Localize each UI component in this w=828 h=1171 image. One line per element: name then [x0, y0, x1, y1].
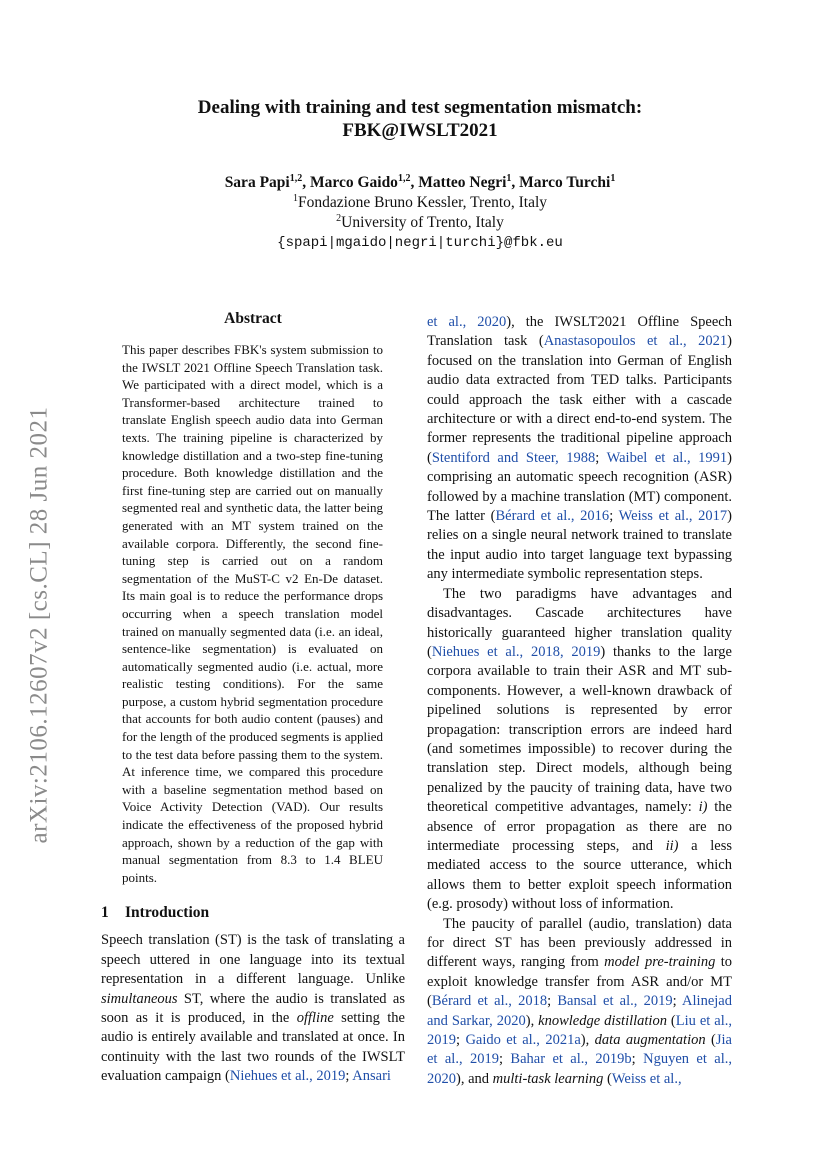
- paragraph: et al., 2020), the IWSLT2021 Offline Speech Translation task (Anastasopoulos et al., 2021) focused on the translation into German of English audio data extracted from TED talks. Participants could approach the task either with a cascade architecture or with a direct end-to-end system. The former represents the traditional pipeline approach (Stentiford and Steer, 1988; Waibel et al., 1991) comprising an automatic speech recognition (ASR) followed by a machine translation (MT) component. The latter (Bérard et al., 2016; Weiss et al., 2017) relies on a single neural network trained to translate the input audio into target language text bypassing any intermediate symbolic representation steps.: [427, 314, 732, 583]
- author-name: Marco Turchi: [519, 174, 611, 191]
- author-affiliation-mark: 1,2: [397, 172, 411, 184]
- paragraph: Speech translation (ST) is the task of translating a speech uttered in one language into its textual representation in a different language. Unlike simultaneous ST, where the audio is translated as soon as it is produced, in the offline setting the audio is entirely available and translated at once. In continuity with the last two rounds of the IWSLT evaluation campaign (Niehues et al., 2019; Ansari: [101, 932, 405, 1085]
- citation-link[interactable]: Waibel et al., 1991: [606, 449, 728, 466]
- author-name: Matteo Negri: [418, 174, 507, 191]
- citation-link[interactable]: Stentiford and Steer, 1988: [431, 449, 596, 466]
- citation-link[interactable]: Niehues et al., 2018, 2019: [431, 643, 601, 660]
- section-heading-introduction: [101, 904, 405, 922]
- citation-link[interactable]: Alinejad and Sarkar, 2020: [427, 993, 732, 1029]
- citation-link[interactable]: Bérard et al., 2018: [431, 993, 548, 1010]
- paper-title: [110, 96, 730, 142]
- abstract-text: This paper describes FBK's system submission to the IWSLT 2021 Offline Speech Translation task. We participated with a direct model, which is a Transformer-based architecture trained to translate English speech audio data into German texts. The training pipeline is characterized by knowledge distillation and a two-step fine-tuning procedure. Both knowledge distillation and the first fine-tuning step are carried out on manually segmented real and synthetic data, the latter being generated with an MT system trained on the available corpora. Differently, the second fine-tuning step is carried out on a random segmentation of the MuST-C v2 En-De dataset. Its main goal is to reduce the performance drops occurring when a speech translation model trained on manually segmented data (i.e. an ideal, sentence-like segmentation) is evaluated on automatically segmented audio (i.e. actual, more realistic testing conditions). For the same purpose, a custom hybrid segmentation procedure that accounts for both audio content (pauses) and for the length of the produced segments is applied to the test data before passing them to the system. At inference time, we compared this procedure with a baseline segmentation method based on Voice Activity Detection (VAD). Our results indicate the effectiveness of the proposed hybrid approach, shown by a reduction of the gap with manual segmentation from 8.3 to 1.4 BLEU points.: [122, 342, 383, 885]
- citation-link[interactable]: Nguyen et al., 2020: [427, 1051, 732, 1087]
- citation-link[interactable]: Bansal et al., 2019: [557, 993, 673, 1010]
- citation-link[interactable]: Jia et al., 2019: [427, 1032, 732, 1068]
- intro-body-left: [101, 931, 405, 1086]
- author-emails: {spapi|mgaido|negri|turchi}@fbk.eu: [277, 235, 563, 251]
- citation-link[interactable]: Anastasopoulos et al., 2021: [543, 333, 728, 350]
- citation-link[interactable]: Weiss et al., 2017: [618, 508, 728, 525]
- intro-body-right: [427, 313, 732, 1089]
- paragraph: The two paradigms have advantages and disadvantages. Cascade architectures have historically guaranteed higher translation quality (Niehues et al., 2018, 2019) thanks to the large corpora available to train their ASR and MT sub-components. However, a well-known drawback of pipelined solutions is represented by error propagation: transcription errors are indeed hard (and sometimes impossible) to recover during the translation step. Direct models, although being penalized by the paucity of training data, have two theoretical competitive advantages, namely: i) the absence of error propagation as there are no intermediate processing steps, and ii) a less mediated access to the source utterance, which allows them to better exploit speech information (e.g. prosody) without loss of information.: [427, 585, 732, 913]
- arxiv-identifier[interactable]: arXiv:2106.12607v2 [cs.CL] 28 Jun 2021: [26, 406, 53, 844]
- author-affiliation-mark: 1: [610, 172, 616, 184]
- citation-link[interactable]: Gaido et al., 2021a: [465, 1032, 581, 1049]
- title-line-1: Dealing with training and test segmentation mismatch:: [197, 97, 643, 118]
- author-affiliation-mark: 1,2: [289, 172, 303, 184]
- section-number: 1: [101, 904, 109, 922]
- title-line-2: FBK@IWSLT2021: [342, 120, 498, 141]
- left-column: [101, 310, 405, 1087]
- author-block: [110, 173, 730, 253]
- paragraph: The paucity of parallel (audio, translation) data for direct ST has been previously addressed in different ways, ranging from model pre-training to exploit knowledge transfer from ASR and/or MT (Bérard et al., 2018; Bansal et al., 2019; Alinejad and Sarkar, 2020), knowledge distillation (Liu et al., 2019; Gaido et al., 2021a), data augmentation (Jia et al., 2019; Bahar et al., 2019b; Nguyen et al., 2020), and multi-task learning (Weiss et al.,: [427, 915, 732, 1087]
- arxiv-watermark: [14, 370, 66, 880]
- abstract-heading: Abstract: [224, 310, 282, 327]
- citation-link[interactable]: Bahar et al., 2019b: [510, 1051, 632, 1068]
- author-affiliation-mark: 1: [506, 172, 512, 184]
- author-name: Marco Gaido: [309, 174, 398, 191]
- section-title: Introduction: [125, 904, 210, 922]
- author-name: Sara Papi: [224, 174, 290, 191]
- citation-link[interactable]: Weiss et al.,: [611, 1070, 682, 1087]
- citation-link[interactable]: Ansari: [352, 1068, 391, 1085]
- citation-link[interactable]: Niehues et al., 2019: [229, 1068, 346, 1085]
- author-names: Sara Papi$^{1,2}$, Marco Gaido$^{1,2}$, Matteo Negri$^1$, Marco Turchi$^1$: [224, 172, 616, 191]
- affiliation-1: $^1$Fondazione Bruno Kessler, Trento, Italy: [292, 192, 548, 211]
- citation-link[interactable]: et al., 2020: [427, 314, 507, 330]
- citation-link[interactable]: Bérard et al., 2016: [495, 508, 610, 525]
- affiliation-2: $^2$University of Trento, Italy: [336, 212, 504, 231]
- right-column: [427, 313, 732, 1089]
- citation-link[interactable]: Liu et al., 2019: [427, 1012, 732, 1049]
